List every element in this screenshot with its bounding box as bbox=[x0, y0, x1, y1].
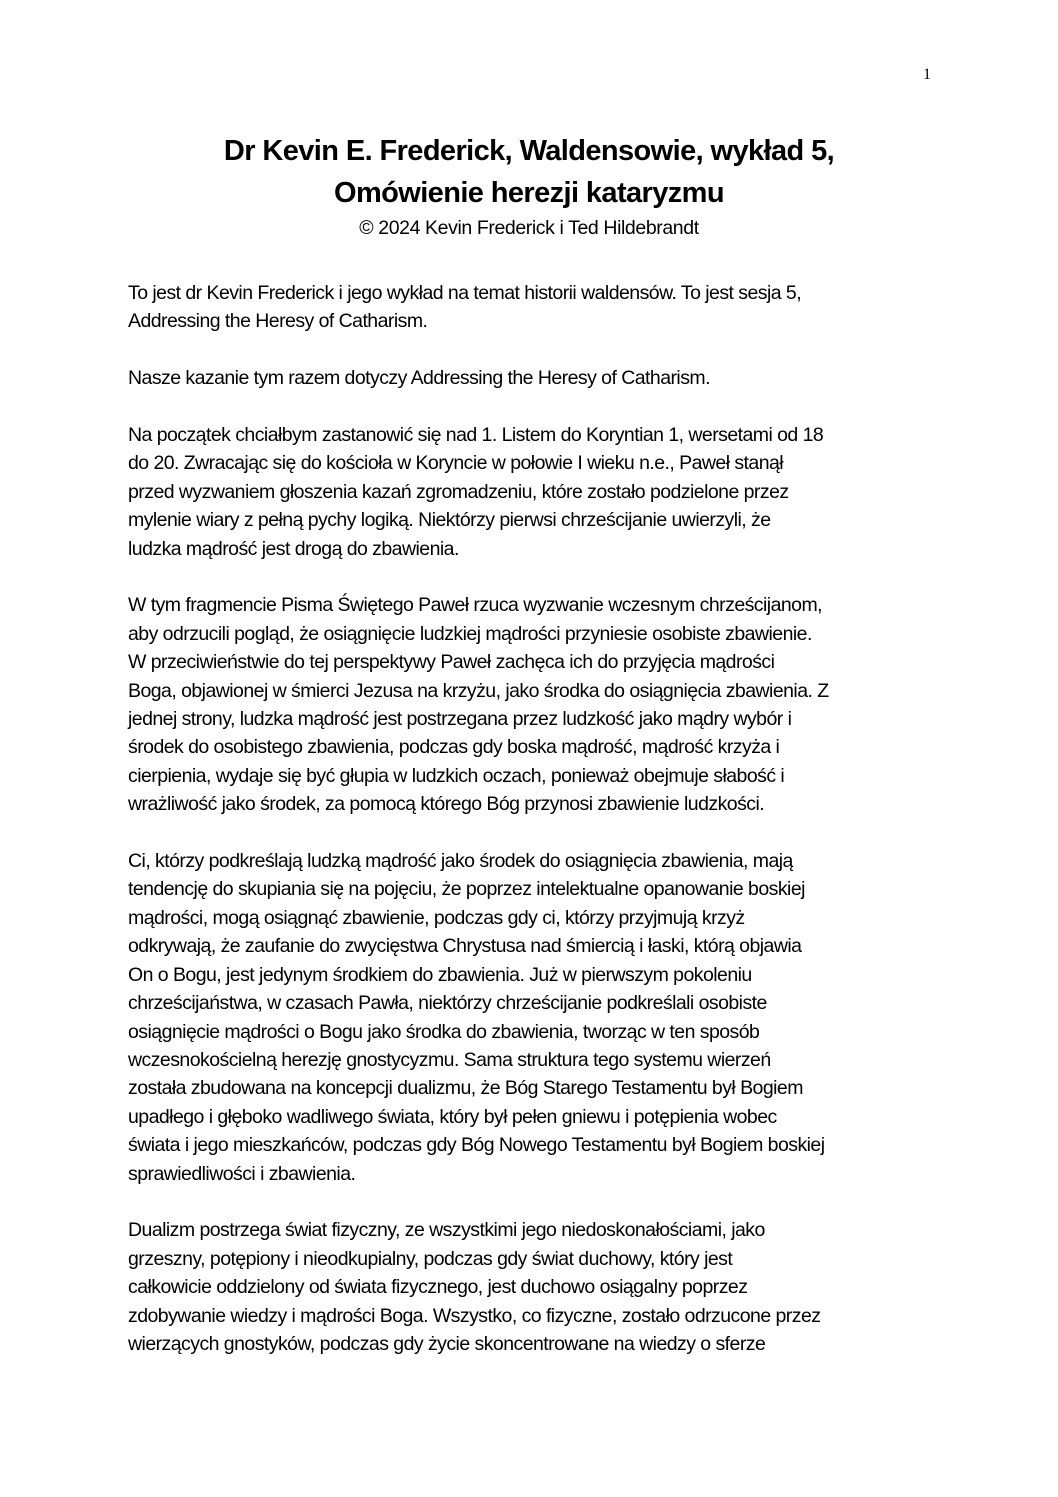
document-title-line-2: Omówienie herezji kataryzmu bbox=[334, 177, 724, 209]
text-line: do 20. Zwracając się do kościoła w Koryncie w połowie I wieku n.e., Paweł stanął bbox=[128, 452, 784, 475]
text-line: mylenie wiary z pełną pychy logiką. Niektórzy pierwsi chrześcijanie uwierzyli, że bbox=[128, 509, 771, 532]
paragraph-corinthians bbox=[128, 421, 948, 563]
text-line: Addressing the Heresy of Catharism. bbox=[128, 310, 428, 333]
document-header bbox=[100, 130, 958, 242]
text-line: chrześcijaństwa, w czasach Pawła, niektórzy chrześcijanie podkreślali osobiste bbox=[128, 992, 767, 1015]
text-line: świata i jego mieszkańców, podczas gdy Bóg Nowego Testamentu był Bogiem boskiej bbox=[128, 1134, 825, 1157]
text-line: mądrości, mogą osiągnąć zbawienie, podczas gdy ci, którzy przyjmują krzyż bbox=[128, 906, 745, 929]
text-line: grzeszny, potępiony i nieodkupialny, podczas gdy świat duchowy, który jest bbox=[128, 1247, 733, 1270]
text-line: całkowicie oddzielony od świata fizycznego, jest duchowo osiągalny poprzez bbox=[128, 1276, 748, 1299]
document-body bbox=[128, 279, 948, 1387]
text-line: W przeciwieństwie do tej perspektywy Paweł zachęca ich do przyjęcia mądrości bbox=[128, 651, 775, 674]
text-line: tendencję do skupiania się na pojęciu, że poprzez intelektualne opanowanie boskiej bbox=[128, 878, 805, 901]
text-line: Nasze kazanie tym razem dotyczy Addressing the Heresy of Catharism. bbox=[128, 367, 710, 390]
text-line: upadłego i głęboko wadliwego świata, który był pełen gniewu i potępienia wobec bbox=[128, 1105, 777, 1128]
paragraph-sermon-topic bbox=[128, 364, 948, 392]
text-line: środek do osobistego zbawienia, podczas gdy boska mądrość, mądrość krzyża i bbox=[128, 736, 780, 759]
text-line: przed wyzwaniem głoszenia kazań zgromadzeniu, które zostało podzielone przez bbox=[128, 480, 789, 503]
document-title-line-1: Dr Kevin E. Frederick, Waldensowie, wykład 5, bbox=[223, 135, 835, 167]
paragraph-dualism bbox=[128, 1216, 948, 1358]
text-line: Boga, objawionej w śmierci Jezusa na krzyżu, jako środka do osiągnięcia zbawienia. Z bbox=[128, 679, 829, 702]
text-line: Dualizm postrzega świat fizyczny, ze wszystkimi jego niedoskonałościami, jako bbox=[128, 1219, 765, 1242]
page-number: 1 bbox=[923, 66, 931, 83]
paragraph-intro bbox=[128, 279, 948, 336]
text-line: wczesnokościelną herezję gnostycyzmu. Sama struktura tego systemu wierzeń bbox=[128, 1048, 771, 1071]
paragraph-gnosticism bbox=[128, 847, 948, 1188]
text-line: W tym fragmencie Pisma Świętego Paweł rzuca wyzwanie wczesnym chrześcijanom, bbox=[128, 594, 823, 617]
text-line: osiągnięcie mądrości o Bogu jako środka do zbawienia, tworząc w ten sposób bbox=[128, 1020, 760, 1043]
text-line: jednej strony, ludzka mądrość jest postrzegana przez ludzkość jako mądry wybór i bbox=[128, 708, 792, 731]
text-line: On o Bogu, jest jedynym środkiem do zbawienia. Już w pierwszym pokoleniu bbox=[128, 963, 752, 986]
text-line: aby odrzucili pogląd, że osiągnięcie ludzkiej mądrości przyniesie osobiste zbawienie. bbox=[128, 622, 812, 645]
text-line: Ci, którzy podkreślają ludzką mądrość jako środek do osiągnięcia zbawienia, mają bbox=[128, 850, 793, 873]
text-line: zdobywanie wiedzy i mądrości Boga. Wszystko, co fizyczne, zostało odrzucone przez bbox=[128, 1304, 821, 1327]
text-line: To jest dr Kevin Frederick i jego wykład na temat historii waldensów. To jest sesja 5, bbox=[128, 282, 802, 304]
text-line: cierpienia, wydaje się być głupia w ludzkich oczach, ponieważ obejmuje słabość i bbox=[128, 764, 785, 787]
paragraph-human-wisdom bbox=[128, 591, 948, 818]
text-line: ludzka mądrość jest drogą do zbawienia. bbox=[128, 537, 459, 560]
copyright-notice: © 2024 Kevin Frederick i Ted Hildebrandt bbox=[359, 217, 699, 239]
text-line: wierzących gnostyków, podczas gdy życie skoncentrowane na wiedzy o sferze bbox=[128, 1332, 766, 1355]
text-line: Na początek chciałbym zastanowić się nad 1. Listem do Koryntian 1, wersetami od 18 bbox=[128, 424, 824, 446]
text-line: wrażliwość jako środek, za pomocą którego Bóg przynosi zbawienie ludzkości. bbox=[128, 793, 765, 816]
text-line: sprawiedliwości i zbawienia. bbox=[128, 1162, 356, 1185]
text-line: odkrywają, że zaufanie do zwycięstwa Chrystusa nad śmiercią i łaski, którą objawia bbox=[128, 935, 802, 958]
text-line: została zbudowana na koncepcji dualizmu, że Bóg Starego Testamentu był Bogiem bbox=[128, 1077, 803, 1100]
